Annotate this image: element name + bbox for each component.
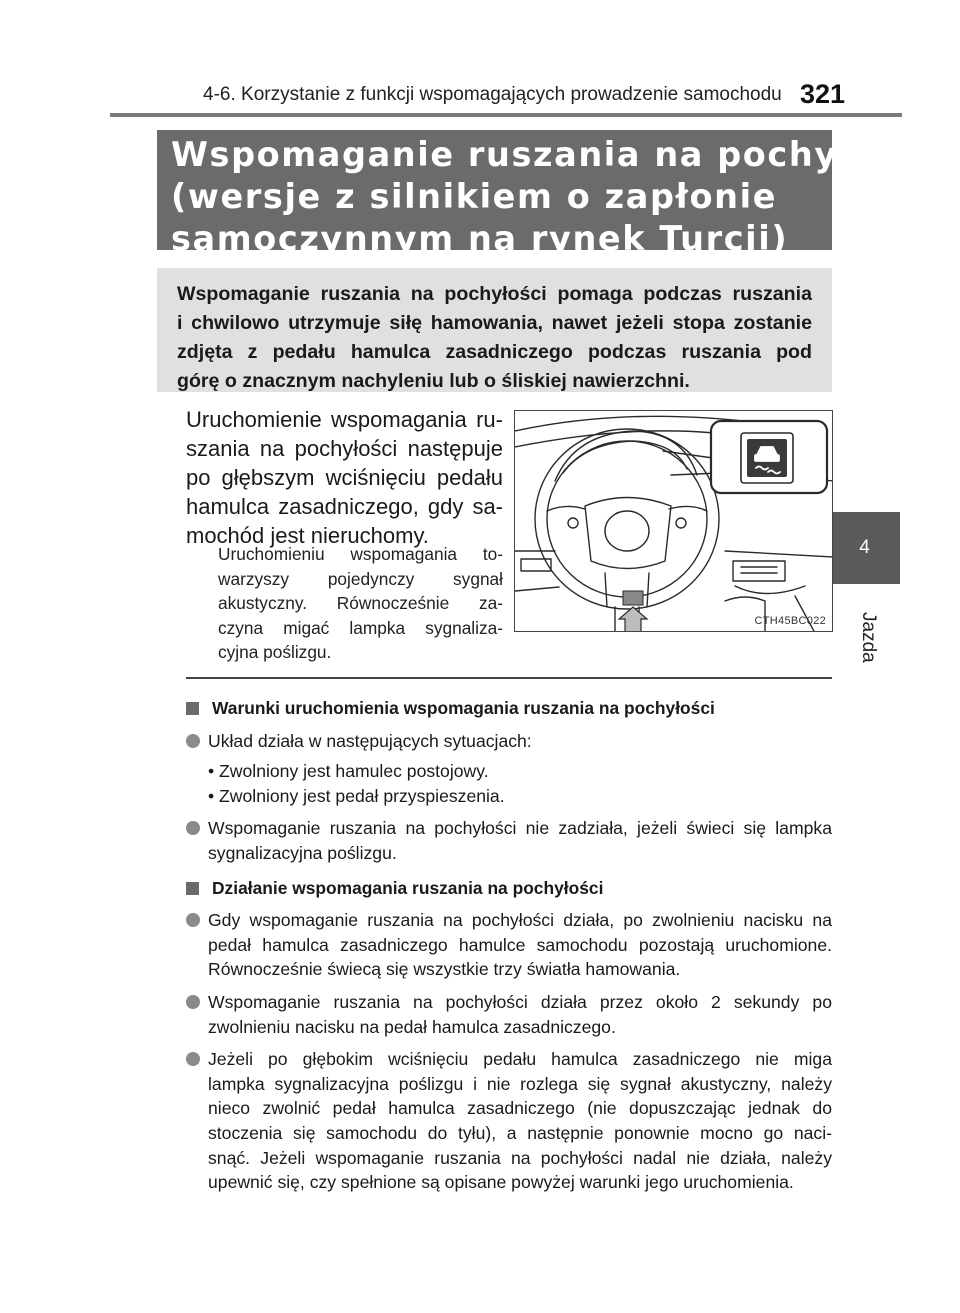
lead-line: szania na pochyłości następuje: [186, 436, 503, 461]
note-line: akustyczny. Równocześnie za-: [218, 593, 503, 614]
bullet-text: zwolnieniu nacisku na pedał hamulca zasadniczego.: [208, 1016, 616, 1037]
circle-bullet-icon: [186, 734, 200, 748]
square-bullet-icon: [186, 702, 199, 715]
section-heading: [186, 876, 832, 901]
circle-bullet-icon: [186, 995, 200, 1009]
bullet-text: Wspomaganie ruszania na pochyłości nie zadziała, jeżeli świeci się lampka: [208, 818, 832, 839]
lead-line: po głębszym wciśnięciu pedału: [186, 465, 503, 490]
note-line: czyna migać lampka sygnaliza-: [218, 617, 503, 638]
chapter-label: Jazda: [858, 612, 879, 663]
chapter-number: 4: [859, 537, 870, 558]
bullet-item: [186, 1047, 832, 1195]
intro-summary: [157, 268, 832, 392]
sub-item: • Zwolniony jest pedał przyspieszenia.: [208, 785, 505, 806]
bullet-text: snąć. Jeżeli wspomaganie ruszania na pochyłości nadal nie działa, należy: [208, 1147, 832, 1168]
page-title: [157, 130, 933, 258]
intro-line: górę o znacznym nachyleniu lub o śliskiej nawierzchni.: [177, 370, 690, 392]
page-number: 321: [800, 79, 846, 109]
title-line: (wersje z silnikiem o zapłonie: [171, 177, 778, 216]
circle-bullet-icon: [186, 913, 200, 927]
figure-code: CTH45BC022: [754, 615, 826, 627]
bullet-text: stoczenia się samochodu do tyłu), a następnie ponownie mocno go naci-: [208, 1122, 832, 1143]
chapter-tab: [829, 512, 900, 584]
dashboard-drawing: [515, 411, 833, 632]
circle-bullet-icon: [186, 1052, 200, 1066]
bullet-text: Wspomaganie ruszania na pochyłości działa przez około 2 sekundy po: [208, 991, 832, 1012]
note-line: cyjna poślizgu.: [218, 642, 332, 663]
title-line: Wspomaganie ruszania na pochyłości: [171, 135, 933, 174]
section-divider: [186, 677, 832, 679]
bullet-text: Jeżeli po głębokim wciśnięciu pedału hamulca zasadniczego nie miga: [208, 1049, 832, 1070]
note-line: warzyszy pojedynczy sygnał: [218, 568, 503, 589]
section-heading-text: Warunki uruchomienia wspomagania ruszania na pochyłości: [212, 698, 715, 718]
intro-line: zdjęta z pedału hamulca zasadniczego podczas ruszania pod: [177, 341, 812, 363]
main-content: [186, 688, 832, 1195]
lead-line: Uruchomienie wspomagania ru-: [186, 407, 503, 432]
dashboard-illustration: [514, 410, 833, 632]
bullet-item: [186, 729, 832, 754]
circle-bullet-icon: [186, 821, 200, 835]
bullet-text: pedał hamulca zasadniczego hamulce samochodu pozostają uruchomione.: [208, 934, 832, 955]
running-header: 4-6. Korzystanie z funkcji wspomagających prowadzenie samochodu: [203, 84, 782, 105]
bullet-item: [186, 990, 832, 1039]
section-heading-text: Działanie wspomagania ruszania na pochyłości: [212, 877, 604, 898]
bullet-item: [186, 816, 832, 865]
intro-line: Wspomaganie ruszania na pochyłości pomaga podczas ruszania: [177, 283, 812, 305]
section-heading: [186, 696, 832, 721]
bullet-text: upewnić się, czy spełnione są opisane powyżej warunki jego uruchomienia.: [208, 1172, 794, 1193]
note-line: Uruchomieniu wspomagania to-: [218, 544, 503, 564]
lead-note: [218, 542, 503, 665]
sub-item: • Zwolniony jest hamulec postojowy.: [208, 761, 489, 782]
lead-line: hamulca zasadniczego, gdy sa-: [186, 494, 503, 519]
header-rule: [110, 113, 902, 117]
square-bullet-icon: [186, 882, 199, 895]
bullet-text: Układ działa w następujących sytuacjach:: [208, 730, 532, 751]
lead-paragraph: [186, 405, 503, 550]
bullet-text: Gdy wspomaganie ruszania na pochyłości działa, po zwolnieniu nacisku na: [208, 910, 832, 931]
bullet-text: lampka sygnalizacyjna poślizgu i nie rozlega się sygnał akustyczny, należy: [208, 1073, 832, 1094]
title-line: samoczynnym na rynek Turcji): [171, 219, 789, 258]
bullet-item: [186, 908, 832, 982]
lead-line: mochód jest nieruchomy.: [186, 523, 429, 548]
bullet-text: sygnalizacyjna poślizgu.: [208, 842, 397, 863]
bullet-text: nieco zwolnić pedał hamulca zasadniczego (nie dopuszczając jednak do: [208, 1098, 832, 1119]
intro-line: i chwilowo utrzymuje siłę hamowania, nawet jeżeli stopa zostanie: [177, 312, 812, 334]
bullet-text: Równocześnie świecą się wszystkie trzy światła hamowania.: [208, 959, 681, 980]
